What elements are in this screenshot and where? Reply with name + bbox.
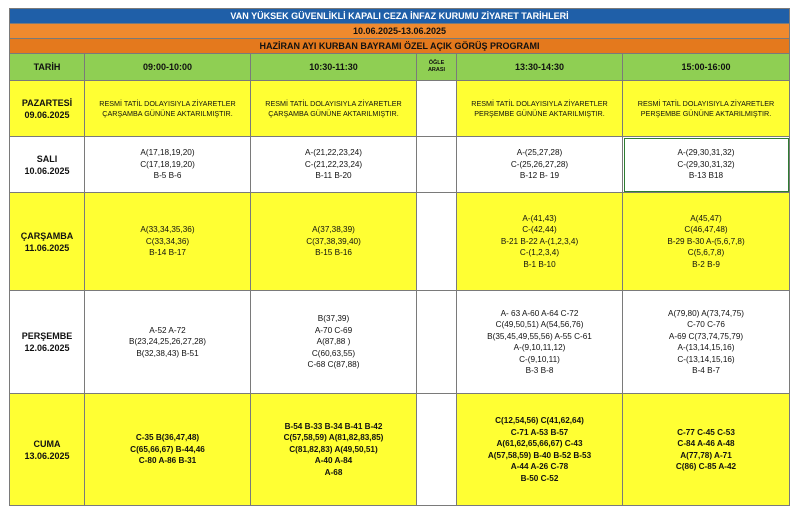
header-slot-1: 09:00-10:00 [85,54,251,81]
header-row [10,54,790,81]
visit-cell-slot3 [457,291,623,394]
visit-cell-slot4 [623,193,790,291]
day-name: CUMA [33,438,61,449]
visit-group-line: B-3 B-8 [525,366,554,375]
visit-group-line: B-29 B-30 A-(5,6,7,8) [667,236,745,246]
visit-group-line: RESMİ TATİL DOLAYISIYLA ZİYARETLER [471,98,608,108]
visit-group-line: C-70 C-76 [687,320,725,329]
visit-group-line: A-69 C(73,74,75,79) [668,331,744,341]
visit-group-line: C-(42,44) [522,225,557,235]
visit-group-line: A(57,58,59) B-40 B-52 B-53 [487,450,592,460]
visit-group-line: B(32,38,43) B-51 [136,348,199,358]
visit-group-line: C-71 A-53 B-57 [510,427,569,437]
visit-group-line: A-(29,30,31,32) [677,148,735,158]
day-name: ÇARŞAMBA [20,230,74,241]
visit-group-line: C-(21,22,23,24) [304,159,363,169]
visit-group-line: B-14 B-17 [149,248,186,258]
visit-group-line: C-35 B(36,47,48) [135,433,200,443]
visit-cell-slot2 [251,291,417,394]
visit-group-line: C(17,18,19,20) [140,159,195,169]
visit-group-line: PERŞEMBE GÜNÜNE AKTARILMIŞTIR. [474,108,605,118]
visit-group-line: RESMİ TATİL DOLAYISIYLA ZİYARETLER [99,98,236,108]
visit-group-line: C(86) C-85 A-42 [675,462,737,471]
header-date: TARİH [10,54,85,81]
visit-group-line: A(45,47) [690,213,722,223]
visit-group-line: A-(13,14,15,16) [677,343,735,352]
visit-cell-slot1 [85,394,251,506]
visit-cell-slot2 [251,81,417,137]
day-name: PERŞEMBE [21,331,73,341]
break-label-2: ARASI [427,67,446,73]
visit-group-line: B-15 B-16 [315,248,352,258]
visit-group-line: C(60,63,55) [311,348,356,358]
visit-cell-slot3 [457,137,623,193]
visit-group-line: C-84 A-46 A-48 [677,439,735,448]
visit-group-line: B-54 B-33 B-34 B-41 B-42 [284,421,383,431]
visit-group-line: ÇARŞAMBA GÜNÜNE AKTARILMIŞTIR. [268,108,399,118]
header-slot-2: 10:30-11:30 [251,54,417,81]
visit-group-line: C(65,66,67) B-44,46 [130,444,205,454]
visit-group-line: A(17,18,19,20) [140,148,195,158]
day-cell [10,193,85,291]
visit-group-line: C-(13,14,15,16) [677,354,735,364]
visit-group-line: B(23,24,25,26,27,28) [129,337,206,347]
day-date: 10.06.2025 [24,165,70,176]
visit-group-line: C(81,82,83) A(49,50,51) [289,444,378,454]
lunch-break-cell [417,81,457,137]
visit-group-line: C-(9,10,11) [519,354,560,364]
visit-group-line: C(46,47,48) [684,225,728,235]
visit-group-line: C-(25,26,27,28) [510,159,569,169]
visit-group-line: B-1 B-10 [523,259,556,269]
visit-group-line: B-13 B18 [688,171,724,181]
visit-cell-slot4 [623,291,790,394]
visit-cell-slot3 [457,394,623,506]
visit-group-line: C-68 C(87,88) [307,360,360,370]
visit-cell-slot1 [85,193,251,291]
visit-group-line: B-4 B-7 [692,366,720,375]
date-range: 10.06.2025-13.06.2025 [10,24,790,39]
day-row [10,291,790,394]
visit-group-line: B-50 C-52 [520,473,559,483]
day-row [10,193,790,291]
day-cell [10,394,85,506]
visit-group-line: B-2 B-9 [692,259,720,269]
schedule-table [9,8,790,506]
visit-group-line: A(61,62,65,66,67) C-43 [496,439,583,448]
visit-group-line: A-(25,27,28) [516,148,563,158]
day-date: 12.06.2025 [24,343,70,353]
day-name: SALI [36,153,58,164]
lunch-break-cell [417,394,457,506]
visit-group-line: A-70 C-69 [314,325,353,335]
visit-group-line: B-21 B-22 A-(1,2,3,4) [500,236,579,246]
visit-group-line: C(12,54,56) C(41,62,64) [495,416,584,425]
day-cell [10,291,85,394]
visit-group-line: B-12 B- 19 [519,171,560,181]
visit-group-line: A-44 A-26 C-78 [510,462,569,471]
visit-cell-slot3 [457,81,623,137]
day-date: 13.06.2025 [24,450,70,461]
visit-group-line: B-5 B-6 [153,171,182,181]
header-slot-3: 13:30-14:30 [457,54,623,81]
break-label-1: ÖĞLE [428,60,445,66]
visit-group-line: RESMİ TATİL DOLAYISIYLA ZİYARETLER [265,98,402,108]
visit-cell-slot2 [251,394,417,506]
visit-group-line: A(87,88 ) [316,337,351,347]
visit-cell-slot1 [85,137,251,193]
day-date: 11.06.2025 [24,242,70,253]
day-cell [10,137,85,193]
visit-group-line: B-11 B-20 [315,171,352,181]
visit-cell-slot4 [623,137,790,193]
visit-group-line: C(5,6,7,8) [687,248,725,258]
visit-group-line: A(33,34,35,36) [140,225,195,235]
visit-group-line: A-52 A-72 [149,325,186,335]
lunch-break-cell [417,137,457,193]
visit-group-line: A(77,78) A-71 [680,450,732,460]
visit-schedule-sheet [9,8,789,506]
visit-group-line: A(37,38,39) [312,225,355,235]
header-slot-4: 15:00-16:00 [623,54,790,81]
visit-group-line: C(49,50,51) A(54,56,76) [495,320,584,329]
day-name: PAZARTESİ [21,97,73,108]
lunch-break-cell [417,193,457,291]
visit-cell-slot2 [251,193,417,291]
visit-cell-slot2 [251,137,417,193]
visit-group-line: C-(29,30,31,32) [677,159,735,169]
visit-group-line: C-77 C-45 C-53 [677,427,735,437]
visit-group-line: B(37,39) [317,314,350,324]
visit-group-line: B(35,45,49,55,56) A-55 C-61 [487,331,592,341]
visit-group-line: A-40 A-84 [314,456,353,466]
visit-group-line: C(57,58,59) A(81,82,83,85) [283,433,384,443]
visit-group-line: C-80 A-86 B-31 [138,456,197,466]
visit-group-line: A-68 [324,467,343,477]
visit-group-line: A-(41,43) [522,213,557,223]
header-lunch-break [417,54,457,81]
lunch-break-cell [417,291,457,394]
visit-group-line: A- 63 A-60 A-64 C-72 [500,308,579,318]
program-title: HAZİRAN AYI KURBAN BAYRAMI ÖZEL AÇIK GÖRÜŞ PROGRAMI [10,39,790,54]
visit-group-line: C-(1,2,3,4) [519,248,560,258]
visit-cell-slot1 [85,291,251,394]
visit-group-line: RESMİ TATİL DOLAYISIYLA ZİYARETLER [637,98,775,108]
visit-group-line: A-(9,10,11,12) [513,343,566,352]
visit-group-line: ÇARŞAMBA GÜNÜNE AKTARILMIŞTIR. [102,108,233,118]
day-row [10,394,790,506]
schedule-title: VAN YÜKSEK GÜVENLİKLİ KAPALI CEZA İNFAZ KURUMU ZİYARET TARİHLERİ [10,9,790,24]
day-cell [10,81,85,137]
visit-group-line: A(79,80) A(73,74,75) [667,308,744,318]
day-row [10,81,790,137]
visit-cell-slot4 [623,394,790,506]
visit-cell-slot3 [457,193,623,291]
visit-group-line: PERŞEMBE GÜNÜNE AKTARILMIŞTIR. [640,108,772,118]
day-row [10,137,790,193]
day-date: 09.06.2025 [24,109,70,120]
visit-group-line: A-(21,22,23,24) [305,148,362,158]
visit-cell-slot1 [85,81,251,137]
visit-group-line: C(33,34,36) [145,236,190,246]
visit-group-line: C(37,38,39,40) [306,236,361,246]
visit-cell-slot4 [623,81,790,137]
